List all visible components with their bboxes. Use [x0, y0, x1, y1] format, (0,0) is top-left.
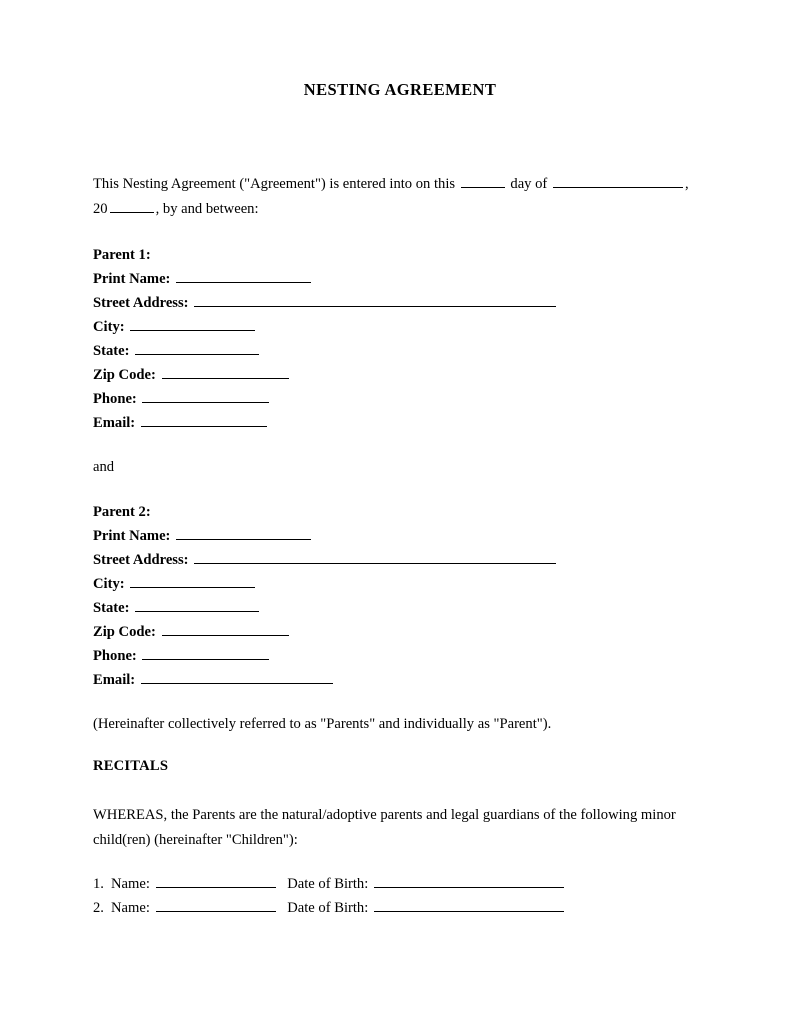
- parent-2-zip-code-label: Zip Code:: [93, 624, 156, 640]
- parent-1-zip-code-label: Zip Code:: [93, 367, 156, 383]
- parent-1-email-input[interactable]: [141, 416, 267, 428]
- parent-1-print-name-row: [93, 267, 313, 291]
- parent-1-heading: Parent 1:: [93, 247, 151, 263]
- parent-2-email-row: [93, 668, 335, 692]
- intro-text-segment-2: day of: [510, 176, 548, 192]
- intro-text-segment-3: ,: [684, 176, 689, 192]
- parent-2-street-address-input[interactable]: [194, 553, 556, 565]
- page-title: NESTING AGREEMENT: [303, 80, 497, 99]
- parent-1-state-label: State:: [93, 343, 130, 359]
- parent-2-city-label: City:: [93, 576, 125, 592]
- parent-1-print-name-label: Print Name:: [93, 271, 171, 287]
- intro-year-prefix: 20: [93, 201, 108, 217]
- parent-2-phone-label: Phone:: [93, 648, 137, 664]
- parent-1-city-input[interactable]: [130, 320, 255, 332]
- parent-2-state-input[interactable]: [135, 601, 259, 613]
- intro-text-segment-1: This Nesting Agreement ("Agreement") is entered into on this: [93, 176, 456, 192]
- whereas-paragraph: WHEREAS, the Parents are the natural/adoptive parents and legal guardians of the following minor child(ren) (hereinafter "Children"):: [93, 807, 676, 848]
- parent-2-heading: Parent 2:: [93, 504, 151, 520]
- parent-2-city-row: [93, 572, 257, 596]
- hereinafter-paragraph: (Hereinafter collectively referred to as "Parents" and individually as "Parent").: [93, 716, 552, 732]
- parent-1-street-address-row: [93, 291, 558, 315]
- recitals-heading: RECITALS: [93, 758, 169, 774]
- parent-1-email-row: [93, 411, 269, 435]
- parent-1-phone-row: [93, 387, 271, 411]
- child-2-name-input[interactable]: [156, 901, 276, 913]
- intro-line-2: [93, 197, 259, 221]
- parent-1-state-row: [93, 339, 261, 363]
- parent-2-print-name-input[interactable]: [176, 529, 311, 541]
- child-2-name-label: Name:: [111, 900, 150, 916]
- conjunction-and: and: [93, 459, 115, 475]
- parent-1-print-name-input[interactable]: [176, 272, 311, 284]
- intro-line-1: [93, 172, 689, 196]
- parent-1-city-row: [93, 315, 257, 339]
- child-2-dob-label: Date of Birth:: [287, 900, 369, 916]
- parent-2-print-name-row: [93, 524, 313, 548]
- parent-1-zip-code-input[interactable]: [162, 368, 289, 380]
- parent-1-phone-label: Phone:: [93, 391, 137, 407]
- child-row-1: [93, 872, 566, 896]
- parent-1-street-address-input[interactable]: [194, 296, 556, 308]
- parent-2-print-name-label: Print Name:: [93, 528, 171, 544]
- parent-2-state-row: [93, 596, 261, 620]
- parent-2-phone-row: [93, 644, 271, 668]
- parent-2-email-label: Email:: [93, 672, 136, 688]
- parent-2-city-input[interactable]: [130, 577, 255, 589]
- parent-1-email-label: Email:: [93, 415, 136, 431]
- parent-2-street-address-row: [93, 548, 558, 572]
- parent-2-email-input[interactable]: [141, 673, 333, 685]
- intro-year-blank[interactable]: [110, 202, 154, 214]
- child-2-index: 2.: [93, 900, 104, 916]
- child-1-dob-label: Date of Birth:: [287, 876, 369, 892]
- parent-1-city-label: City:: [93, 319, 125, 335]
- parent-1-zip-code-row: [93, 363, 291, 387]
- child-1-name-label: Name:: [111, 876, 150, 892]
- parent-2-zip-code-input[interactable]: [162, 625, 289, 637]
- parent-2-zip-code-row: [93, 620, 291, 644]
- parent-1-phone-input[interactable]: [142, 392, 269, 404]
- child-1-index: 1.: [93, 876, 104, 892]
- intro-month-blank[interactable]: [553, 177, 683, 189]
- intro-text-segment-5: , by and between:: [155, 201, 259, 217]
- child-1-name-input[interactable]: [156, 877, 276, 889]
- child-row-2: [93, 896, 566, 920]
- parent-2-phone-input[interactable]: [142, 649, 269, 661]
- parent-2-state-label: State:: [93, 600, 130, 616]
- parent-1-state-input[interactable]: [135, 344, 259, 356]
- parent-2-street-address-label: Street Address:: [93, 552, 189, 568]
- child-2-dob-input[interactable]: [374, 901, 564, 913]
- parent-1-street-address-label: Street Address:: [93, 295, 189, 311]
- child-1-dob-input[interactable]: [374, 877, 564, 889]
- intro-day-blank[interactable]: [461, 177, 505, 189]
